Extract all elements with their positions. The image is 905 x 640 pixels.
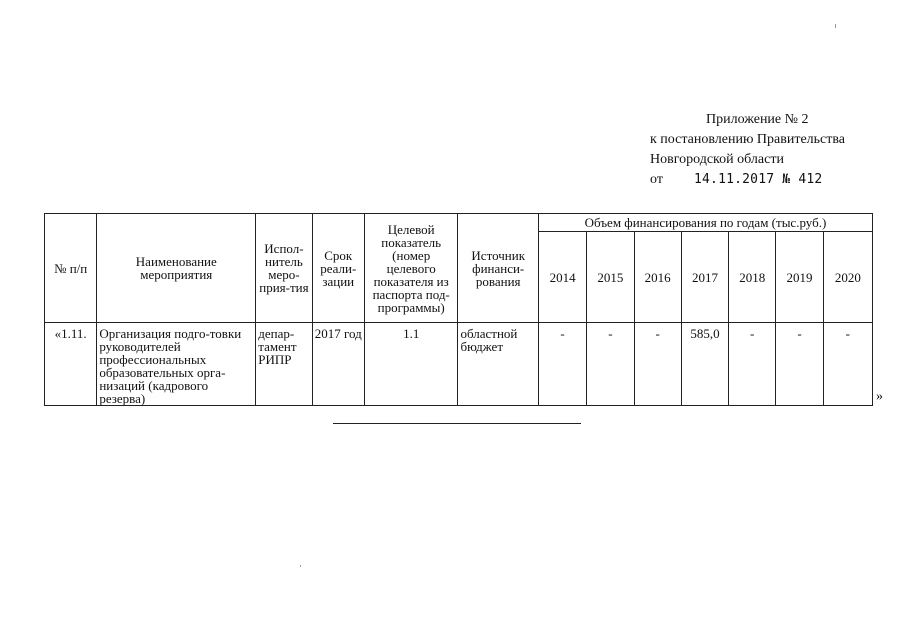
appendix-resolution-line: к постановлению Правительства (650, 132, 846, 147)
header-year: 2017 (681, 232, 728, 323)
divider-line (333, 423, 581, 424)
header-year: 2016 (634, 232, 681, 323)
header-target: Целевой показатель (номер целевого показателя из паспорта под-программы) (364, 214, 458, 323)
appendix-title: Приложение № 2 (706, 112, 809, 127)
header-year: 2019 (776, 232, 823, 323)
cell-executor: депар-тамент РИПР (256, 323, 312, 406)
header-year: 2020 (823, 232, 872, 323)
cell-term: 2017 год (312, 323, 364, 406)
appendix-region-line: Новгородской области (650, 152, 784, 167)
cell-value: - (776, 323, 823, 406)
funding-table (44, 213, 873, 406)
cell-value: - (587, 323, 634, 406)
from-label: от (650, 172, 663, 187)
header-funding-group: Объем финансирования по годам (тыс.руб.) (538, 214, 872, 232)
cell-target: 1.1 (364, 323, 458, 406)
header-source: Источник финанси-рования (458, 214, 538, 323)
scan-speck (835, 24, 836, 28)
cell-num: «1.11. (45, 323, 97, 406)
header-num: № п/п (45, 214, 97, 323)
cell-value: 585,0 (681, 323, 728, 406)
date-number-stamp: 14.11.2017 № 412 (694, 172, 823, 187)
header-name: Наименование мероприятия (97, 214, 256, 323)
appendix-block (650, 110, 845, 190)
scan-speck (300, 565, 301, 567)
header-year: 2015 (587, 232, 634, 323)
table-row (45, 323, 873, 406)
header-year: 2018 (729, 232, 776, 323)
appendix-date-line (650, 170, 845, 190)
cell-name: Организация подго-товки руководителей профессиональных образовательных орга-низаций (кадрового резерва) (97, 323, 256, 406)
header-year: 2014 (538, 232, 586, 323)
header-executor: Испол-нитель меро-прия-тия (256, 214, 312, 323)
cell-source: областной бюджет (458, 323, 538, 406)
header-term: Срок реали-зации (312, 214, 364, 323)
closing-quote: » (876, 389, 883, 404)
cell-value: - (823, 323, 872, 406)
cell-value: - (538, 323, 586, 406)
cell-value: - (634, 323, 681, 406)
cell-value: - (729, 323, 776, 406)
